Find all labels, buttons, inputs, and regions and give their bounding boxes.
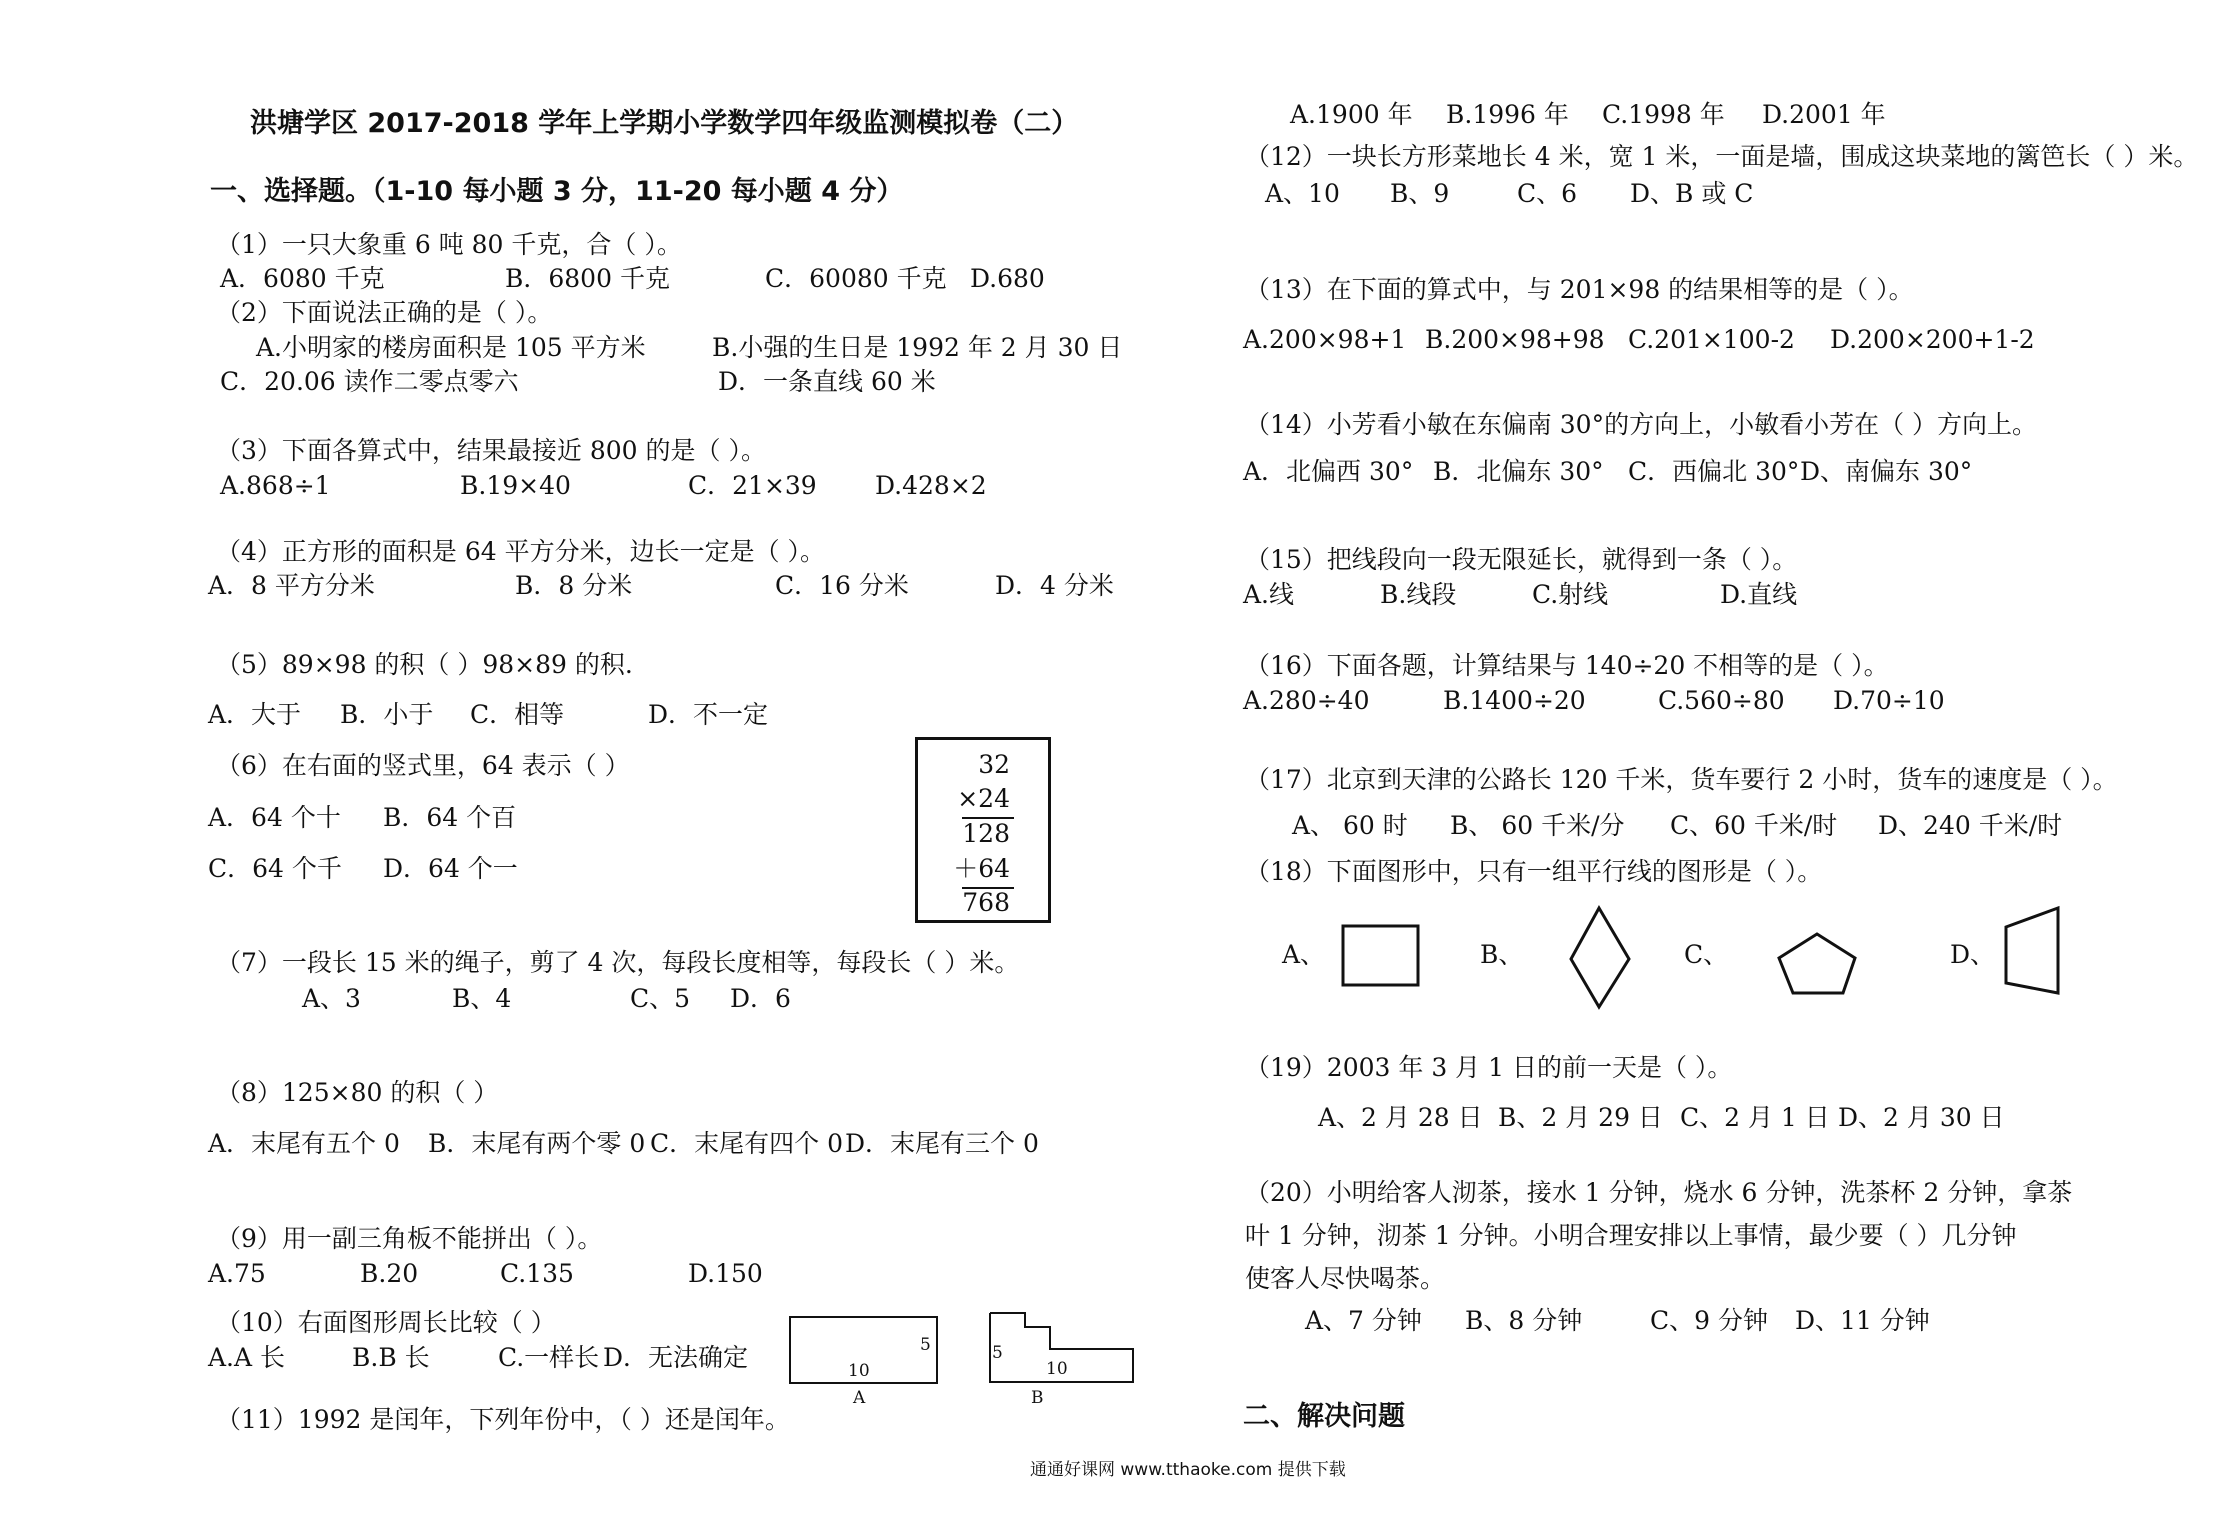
q8-option-d: D．末尾有三个 0: [845, 1129, 1039, 1158]
shape-rhombus: [1565, 905, 1635, 1015]
q15-option-b: B.线段: [1380, 580, 1457, 609]
q16-option-b: B.1400÷20: [1443, 686, 1586, 715]
q3-option-b: B.19×40: [460, 471, 571, 500]
q9-option-b: B.20: [360, 1259, 419, 1288]
q4-option-d: D．4 分米: [995, 571, 1114, 600]
q10-option-c: C.一样长: [498, 1343, 600, 1372]
q20-option-c: C、9 分钟: [1650, 1306, 1768, 1335]
q5-option-a: A．大于: [208, 700, 302, 729]
q5-option-d: D．不一定: [648, 700, 769, 729]
q6-stem: （6）在右面的竖式里，64 表示（ ）: [216, 751, 630, 780]
q10-stem: （10）右面图形周长比较（ ）: [216, 1308, 556, 1337]
q13-option-a: A.200×98+1: [1243, 325, 1407, 354]
q18-option-a: A、: [1282, 940, 1326, 969]
q14-stem: （14）小芳看小敏在东偏南 30°的方向上，小敏看小芳在（ ）方向上。: [1245, 410, 2038, 439]
q3-stem: （3）下面各算式中，结果最接近 800 的是（ ）。: [216, 436, 766, 465]
q20-option-a: A、7 分钟: [1305, 1306, 1422, 1335]
q9-stem: （9）用一副三角板不能拼出（ ）。: [216, 1224, 603, 1253]
q12-stem: （12）一块长方形菜地长 4 米，宽 1 米，一面是墙，围成这块菜地的篱笆长（ ）米。: [1245, 142, 2199, 171]
q1-option-d: D.680: [970, 264, 1045, 293]
q2-option-d: D．一条直线 60 米: [718, 367, 936, 396]
q8-stem: （8）125×80 的积（ ）: [216, 1078, 499, 1107]
q20-option-b: B、8 分钟: [1465, 1306, 1583, 1335]
q4-option-a: A．8 平方分米: [208, 571, 375, 600]
q2-option-c: C．20.06 读作二零点零六: [220, 367, 519, 396]
q9-option-c: C.135: [500, 1259, 574, 1288]
q19-stem: （19）2003 年 3 月 1 日的前一天是（ ）。: [1245, 1053, 1733, 1082]
q6-option-d: D．64 个一: [383, 854, 518, 883]
q19-option-c: C、2 月 1 日: [1680, 1103, 1830, 1132]
q10-option-a: A.A 长: [208, 1343, 286, 1372]
q19-option-d: D、2 月 30 日: [1838, 1103, 2005, 1132]
q17-option-d: D、240 千米/时: [1878, 811, 2063, 840]
q7-option-b: B、4: [452, 984, 512, 1013]
q3-option-a: A.868÷1: [220, 471, 331, 500]
q16-stem: （16）下面各题，计算结果与 140÷20 不相等的是（ ）。: [1245, 651, 1889, 680]
vertical-line-5: 768: [962, 888, 1010, 917]
figure-b-label: B: [1031, 1388, 1044, 1408]
q20-line-3: 使客人尽快喝茶。: [1245, 1264, 1446, 1293]
q9-option-a: A.75: [208, 1259, 266, 1288]
section-heading-choice: 一、选择题。（1-10 每小题 3 分，11-20 每小题 4 分）: [210, 176, 904, 207]
shape-rectangle: [1340, 920, 1420, 990]
q5-stem: （5）89×98 的积（ ）98×89 的积.: [216, 650, 633, 679]
q15-option-d: D.直线: [1720, 580, 1798, 609]
q5-option-c: C．相等: [470, 700, 565, 729]
q11-option-d: D.2001 年: [1762, 100, 1886, 129]
q10-option-b: B.B 长: [352, 1343, 430, 1372]
shape-pentagon: [1775, 930, 1865, 1000]
q18-option-b: B、: [1480, 940, 1524, 969]
q13-option-b: B.200×98+98: [1425, 325, 1605, 354]
q6-option-c: C．64 个千: [208, 854, 342, 883]
q14-option-a: A．北偏西 30°: [1243, 457, 1414, 486]
q2-option-b: B.小强的生日是 1992 年 2 月 30 日: [712, 333, 1123, 362]
q11-option-b: B.1996 年: [1446, 100, 1569, 129]
q17-option-b: B、 60 千米/分: [1450, 811, 1625, 840]
q7-option-a: A、3: [302, 984, 361, 1013]
footer-source: 通通好课网 www.tthaoke.com 提供下载: [1030, 1460, 1346, 1480]
q8-option-c: C．末尾有四个 0: [650, 1129, 843, 1158]
q15-stem: （15）把线段向一段无限延长，就得到一条（ ）。: [1245, 545, 1798, 574]
vertical-line-4: ＋64: [953, 854, 1010, 883]
vertical-line-3: 128: [962, 819, 1010, 848]
q20-line-2: 叶 1 分钟，沏茶 1 分钟。小明合理安排以上事情，最少要（ ）几分钟: [1245, 1221, 2017, 1250]
q14-option-c: C．西偏北 30°: [1628, 457, 1800, 486]
q18-option-c: C、: [1684, 940, 1729, 969]
q1-option-c: C．60080 千克: [765, 264, 947, 293]
q5-option-b: B．小于: [340, 700, 434, 729]
q9-option-d: D.150: [688, 1259, 763, 1288]
q10-option-d: D．无法确定: [603, 1343, 749, 1372]
q12-option-b: B、9: [1390, 179, 1450, 208]
q2-stem: （2）下面说法正确的是（ ）。: [216, 298, 553, 327]
vertical-multiplication-box: [915, 737, 1051, 923]
q13-option-d: D.200×200+1-2: [1830, 325, 2035, 354]
q2-option-a: A.小明家的楼房面积是 105 平方米: [256, 333, 646, 362]
q4-option-b: B．8 分米: [515, 571, 633, 600]
vertical-line-2: ×24: [957, 784, 1010, 813]
q3-option-d: D.428×2: [875, 471, 987, 500]
q1-stem: （1）一只大象重 6 吨 80 千克，合（ ）。: [216, 230, 682, 259]
q18-stem: （18）下面图形中，只有一组平行线的图形是（ ）。: [1245, 857, 1823, 886]
q16-option-d: D.70÷10: [1833, 686, 1945, 715]
q12-option-a: A、10: [1265, 179, 1340, 208]
figure-b-height-label: 5: [992, 1343, 1003, 1363]
page-title: 洪塘学区 2017-2018 学年上学期小学数学四年级监测模拟卷（二）: [250, 108, 1079, 139]
q14-option-b: B．北偏东 30°: [1433, 457, 1604, 486]
q3-option-c: C．21×39: [688, 471, 817, 500]
figure-a-width-label: 10: [848, 1361, 870, 1381]
q4-stem: （4）正方形的面积是 64 平方分米，边长一定是（ ）。: [216, 537, 826, 566]
section-heading-problems: 二、解决问题: [1243, 1401, 1405, 1432]
shape-trapezoid: [1998, 905, 2068, 1005]
figure-b-width-label: 10: [1046, 1359, 1068, 1379]
q11-option-c: C.1998 年: [1602, 100, 1725, 129]
q16-option-c: C.560÷80: [1658, 686, 1785, 715]
q15-option-a: A.线: [1243, 580, 1295, 609]
q14-option-d: D、南偏东 30°: [1800, 457, 1973, 486]
q11-option-a: A.1900 年: [1290, 100, 1413, 129]
q18-option-d: D、: [1950, 940, 1996, 969]
q20-option-d: D、11 分钟: [1795, 1306, 1930, 1335]
q11-stem: （11）1992 是闰年，下列年份中，（ ）还是闰年。: [216, 1405, 790, 1434]
figure-a-height-label: 5: [920, 1335, 931, 1355]
q6-option-a: A．64 个十: [208, 803, 341, 832]
q4-option-c: C．16 分米: [775, 571, 909, 600]
q17-option-a: A、 60 时: [1292, 811, 1408, 840]
q1-option-a: A．6080 千克: [220, 264, 385, 293]
q16-option-a: A.280÷40: [1243, 686, 1370, 715]
q1-option-b: B．6800 千克: [505, 264, 670, 293]
q7-option-c: C、5: [630, 984, 691, 1013]
vertical-line-1: 32: [978, 750, 1010, 779]
q20-line-1: （20）小明给客人沏茶，接水 1 分钟，烧水 6 分钟，洗茶杯 2 分钟，拿茶: [1245, 1178, 2073, 1207]
q19-option-a: A、2 月 28 日: [1318, 1103, 1483, 1132]
q17-stem: （17）北京到天津的公路长 120 千米，货车要行 2 小时，货车的速度是（ ）。: [1245, 765, 2118, 794]
q13-stem: （13）在下面的算式中，与 201×98 的结果相等的是（ ）。: [1245, 275, 1914, 304]
figure-a-label: A: [853, 1388, 866, 1408]
q6-option-b: B．64 个百: [383, 803, 517, 832]
q8-option-b: B．末尾有两个零 0: [428, 1129, 646, 1158]
q13-option-c: C.201×100-2: [1628, 325, 1795, 354]
q8-option-a: A．末尾有五个 0: [208, 1129, 400, 1158]
q15-option-c: C.射线: [1532, 580, 1609, 609]
q12-option-d: D、B 或 C: [1630, 179, 1754, 208]
q17-option-c: C、60 千米/时: [1670, 811, 1838, 840]
q12-option-c: C、6: [1517, 179, 1578, 208]
q7-stem: （7）一段长 15 米的绳子，剪了 4 次，每段长度相等，每段长（ ）米。: [216, 948, 1020, 977]
q7-option-d: D．6: [730, 984, 791, 1013]
q19-option-b: B、2 月 29 日: [1498, 1103, 1663, 1132]
